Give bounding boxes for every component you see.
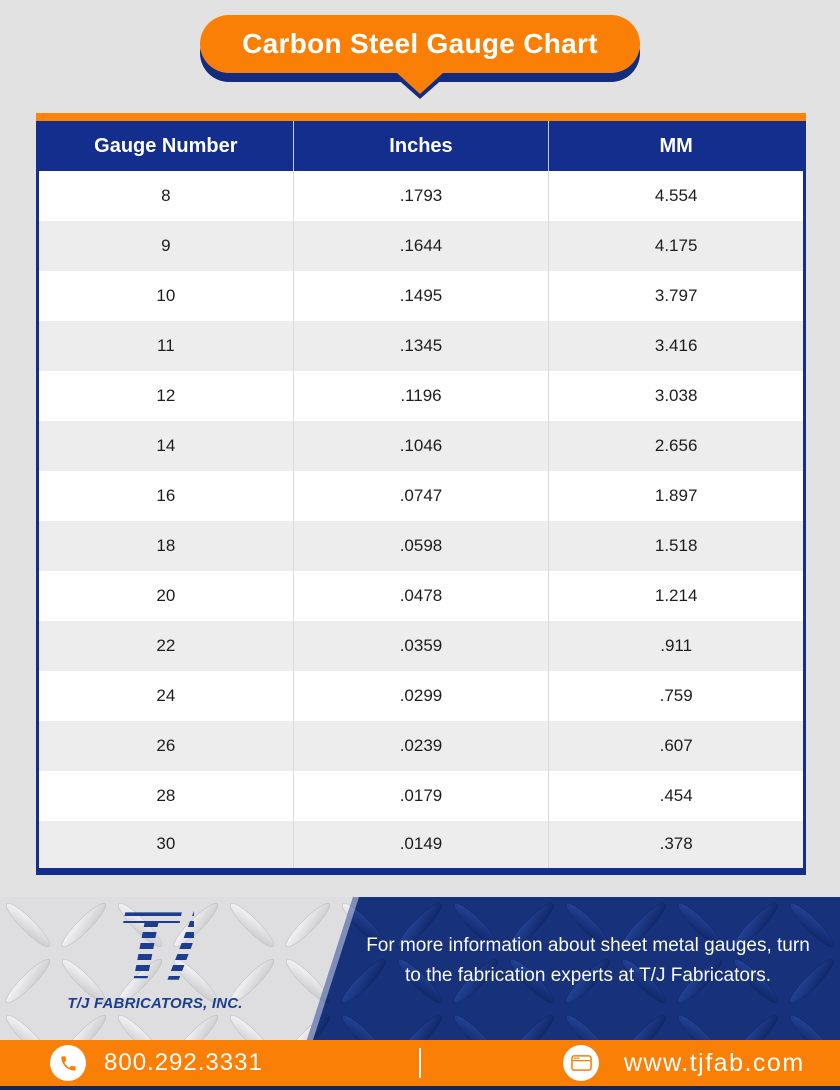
gauge-table <box>36 121 806 875</box>
table-row <box>38 171 805 221</box>
table-cell: 20 <box>38 571 294 621</box>
phone-icon <box>59 1054 78 1073</box>
phone-badge <box>50 1045 86 1081</box>
table-cell: 12 <box>38 371 294 421</box>
gauge-table-section <box>36 113 806 875</box>
table-row <box>38 271 805 321</box>
table-cell: .378 <box>549 821 805 871</box>
table-cell: .1495 <box>293 271 549 321</box>
table-cell: 8 <box>38 171 294 221</box>
table-cell: .911 <box>549 621 805 671</box>
title-pill <box>200 15 640 73</box>
table-row <box>38 721 805 771</box>
table-row <box>38 221 805 271</box>
browser-window-icon <box>571 1054 592 1072</box>
table-cell: .759 <box>549 671 805 721</box>
table-cell: .0299 <box>293 671 549 721</box>
table-cell: .1793 <box>293 171 549 221</box>
table-cell: 1.214 <box>549 571 805 621</box>
table-row <box>38 421 805 471</box>
table-cell: 11 <box>38 321 294 371</box>
website-badge <box>563 1045 599 1081</box>
table-cell: .0149 <box>293 821 549 871</box>
table-cell: .454 <box>549 771 805 821</box>
table-cell: 4.554 <box>549 171 805 221</box>
phone-number: 800.292.3331 <box>104 1049 263 1076</box>
table-row <box>38 821 805 871</box>
footer <box>0 892 840 1040</box>
table-cell: 3.416 <box>549 321 805 371</box>
table-top-accent <box>36 113 806 121</box>
table-cell: .1046 <box>293 421 549 471</box>
table-row <box>38 471 805 521</box>
footer-note-line2: to the fabrication experts at T/J Fabricators. <box>404 965 772 986</box>
table-cell: .0747 <box>293 471 549 521</box>
tj-fabricators-logo <box>40 892 270 1013</box>
table-cell: .1345 <box>293 321 549 371</box>
table-cell: 18 <box>38 521 294 571</box>
website-url: www.tjfab.com <box>624 1049 805 1077</box>
table-cell: 28 <box>38 771 294 821</box>
gauge-table-body <box>38 171 805 871</box>
table-cell: .0239 <box>293 721 549 771</box>
table-row <box>38 371 805 421</box>
table-cell: 4.175 <box>549 221 805 271</box>
table-cell: .0598 <box>293 521 549 571</box>
footer-note-line1: For more information about sheet metal gauges, turn <box>366 935 810 956</box>
table-cell: .0359 <box>293 621 549 671</box>
table-cell: 1.518 <box>549 521 805 571</box>
table-cell: 3.797 <box>549 271 805 321</box>
table-row <box>38 771 805 821</box>
table-cell: 1.897 <box>549 471 805 521</box>
column-header-gauge-number: Gauge Number <box>38 121 294 171</box>
table-row <box>38 571 805 621</box>
column-header-mm: MM <box>549 121 805 171</box>
tj-logo-mark: T/ <box>116 892 194 999</box>
table-row <box>38 521 805 571</box>
table-cell: 9 <box>38 221 294 271</box>
tj-logo-company-name: T/J FABRICATORS, INC. <box>67 995 243 1013</box>
footer-note <box>350 931 826 991</box>
table-cell: 3.038 <box>549 371 805 421</box>
bottom-bar-divider <box>419 1048 421 1078</box>
table-cell: 10 <box>38 271 294 321</box>
table-row <box>38 671 805 721</box>
table-cell: .607 <box>549 721 805 771</box>
table-cell: 24 <box>38 671 294 721</box>
table-cell: .1644 <box>293 221 549 271</box>
table-cell: 16 <box>38 471 294 521</box>
table-row <box>38 621 805 671</box>
table-cell: 14 <box>38 421 294 471</box>
table-cell: .0179 <box>293 771 549 821</box>
column-header-inches: Inches <box>293 121 549 171</box>
table-row <box>38 321 805 371</box>
page-title: Carbon Steel Gauge Chart <box>242 28 598 59</box>
table-header-row <box>38 121 805 171</box>
table-cell: .0478 <box>293 571 549 621</box>
table-cell: 2.656 <box>549 421 805 471</box>
table-cell: .1196 <box>293 371 549 421</box>
table-cell: 30 <box>38 821 294 871</box>
banner-arrow <box>396 72 444 94</box>
table-cell: 26 <box>38 721 294 771</box>
table-cell: 22 <box>38 621 294 671</box>
bottom-navy-strip <box>0 1086 840 1090</box>
